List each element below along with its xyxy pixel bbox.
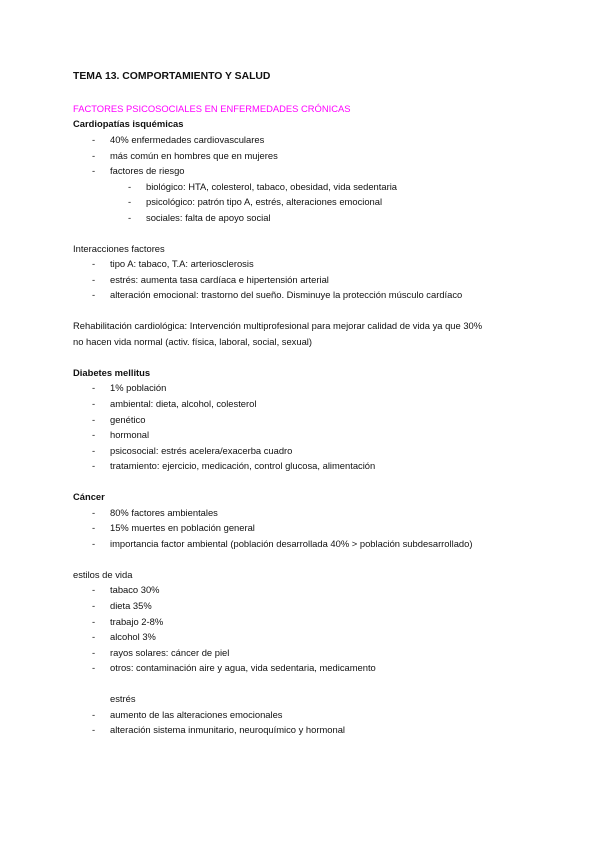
cardiopatias-heading: Cardiopatías isquémicas xyxy=(73,118,184,129)
list-item: más común en hombres que en mujeres xyxy=(110,150,278,161)
list-item: estrés: aumenta tasa cardíaca e hipertensión arterial xyxy=(110,274,329,285)
bullet-dash: - xyxy=(128,181,132,192)
bullet-dash: - xyxy=(92,507,96,518)
bullet-dash: - xyxy=(92,538,96,549)
list-item: trabajo 2-8% xyxy=(110,616,164,627)
list-item: factores de riesgo xyxy=(110,165,185,176)
list-item: ambiental: dieta, alcohol, colesterol xyxy=(110,398,257,409)
bullet-dash: - xyxy=(92,134,96,145)
bullet-dash: - xyxy=(92,445,96,456)
sub-list-item: sociales: falta de apoyo social xyxy=(146,212,271,223)
list-item: 40% enfermedades cardiovasculares xyxy=(110,134,265,145)
rehabilitacion-line-2: no hacen vida normal (activ. física, laboral, social, sexual) xyxy=(73,336,312,347)
bullet-dash: - xyxy=(92,382,96,393)
estres-heading: estrés xyxy=(110,693,136,704)
bullet-dash: - xyxy=(128,196,132,207)
list-item: tabaco 30% xyxy=(110,584,160,595)
bullet-dash: - xyxy=(92,584,96,595)
bullet-dash: - xyxy=(92,289,96,300)
list-item: otros: contaminación aire y agua, vida sedentaria, medicamento xyxy=(110,662,376,673)
list-item: aumento de las alteraciones emocionales xyxy=(110,709,283,720)
list-item: alteración sistema inmunitario, neuroquímico y hormonal xyxy=(110,724,346,735)
diabetes-heading: Diabetes mellitus xyxy=(73,367,151,378)
list-item: alteración emocional: trastorno del sueño. Disminuye la protección músculo cardíaco xyxy=(110,289,463,300)
list-item: tratamiento: ejercicio, medicación, control glucosa, alimentación xyxy=(110,460,376,471)
bullet-dash: - xyxy=(92,150,96,161)
list-item: importancia factor ambiental (población desarrollada 40% > población subdesarrollado) xyxy=(110,538,473,549)
bullet-dash: - xyxy=(92,165,96,176)
list-item: hormonal xyxy=(110,429,150,440)
sub-list-item: biológico: HTA, colesterol, tabaco, obesidad, vida sedentaria xyxy=(146,181,398,192)
estilos-heading: estilos de vida xyxy=(73,569,133,580)
list-item: psicosocial: estrés acelera/exacerba cuadro xyxy=(110,445,293,456)
bullet-dash: - xyxy=(92,258,96,269)
bullet-dash: - xyxy=(92,522,96,533)
list-item: genético xyxy=(110,414,146,425)
bullet-dash: - xyxy=(128,212,132,223)
bullet-dash: - xyxy=(92,429,96,440)
list-item: tipo A: tabaco, T.A: arteriosclerosis xyxy=(110,258,254,269)
list-item: 15% muertes en población general xyxy=(110,522,255,533)
bullet-dash: - xyxy=(92,647,96,658)
interacciones-heading: Interacciones factores xyxy=(73,243,165,254)
cancer-heading: Cáncer xyxy=(73,491,105,502)
bullet-dash: - xyxy=(92,274,96,285)
bullet-dash: - xyxy=(92,662,96,673)
bullet-dash: - xyxy=(92,398,96,409)
bullet-dash: - xyxy=(92,709,96,720)
bullet-dash: - xyxy=(92,616,96,627)
rehabilitacion-line-1: Rehabilitación cardiológica: Intervención multiprofesional para mejorar calidad de vida ya que 30% xyxy=(73,320,483,331)
bullet-dash: - xyxy=(92,600,96,611)
list-item: 1% población xyxy=(110,382,167,393)
bullet-dash: - xyxy=(92,414,96,425)
list-item: alcohol 3% xyxy=(110,631,156,642)
bullet-dash: - xyxy=(92,631,96,642)
page-title: TEMA 13. COMPORTAMIENTO Y SALUD xyxy=(73,71,271,82)
bullet-dash: - xyxy=(92,460,96,471)
list-item: 80% factores ambientales xyxy=(110,507,218,518)
sub-list-item: psicológico: patrón tipo A, estrés, alteraciones emocional xyxy=(146,196,383,207)
list-item: rayos solares: cáncer de piel xyxy=(110,647,230,658)
list-item: dieta 35% xyxy=(110,600,152,611)
bullet-dash: - xyxy=(92,724,96,735)
section-title: FACTORES PSICOSOCIALES EN ENFERMEDADES CRÓNICAS xyxy=(73,103,351,114)
